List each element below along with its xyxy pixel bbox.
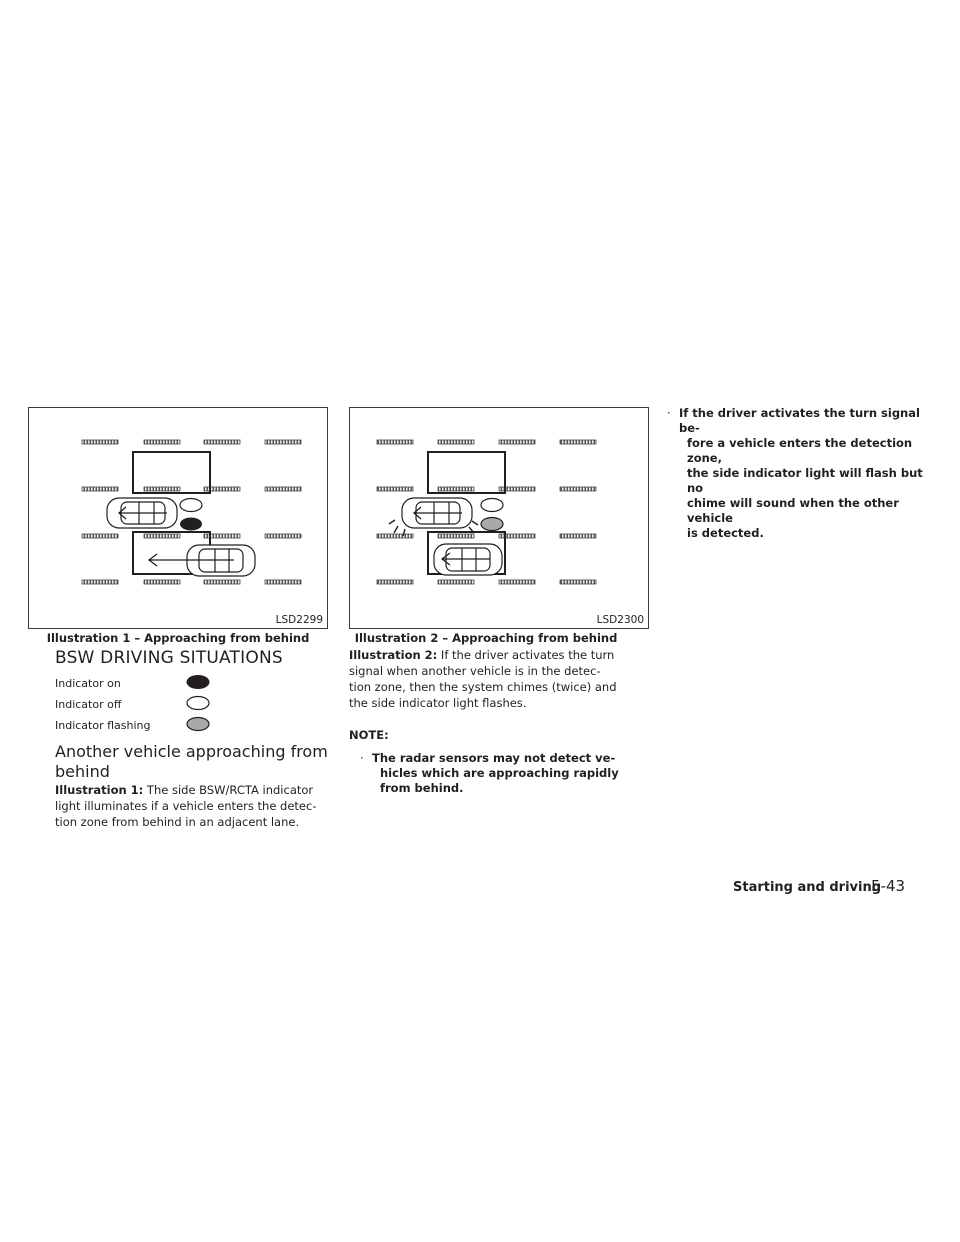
- indicator-label: Indicator on: [55, 677, 121, 690]
- indicator-on-icon: [185, 674, 211, 690]
- figure-caption: Illustration 1 – Approaching from behind: [46, 631, 310, 645]
- section-title: BSW DRIVING SITUATIONS: [55, 648, 283, 668]
- paragraph-line: tion zone, then the system chimes (twice) and: [349, 680, 617, 694]
- subheading: [55, 742, 328, 782]
- paragraph-line: tion zone from behind in an adjacent lane.: [55, 815, 300, 829]
- paragraph-line: The side BSW/RCTA indicator: [143, 783, 314, 797]
- indicator-label: Indicator flashing: [55, 719, 151, 732]
- illustration-2-drawing: [350, 408, 648, 628]
- illustration-1-drawing: [29, 408, 327, 628]
- illustration-2-paragraph: [349, 647, 624, 711]
- bullet-line: fore a vehicle enters the detection zone,: [687, 436, 913, 465]
- bullet-icon: ·: [667, 406, 671, 420]
- illustration-1: [28, 407, 328, 629]
- illustration-2: [349, 407, 649, 629]
- bullet-line: from behind.: [380, 781, 464, 795]
- subheading-line: behind: [55, 762, 110, 781]
- indicator-label: Indicator off: [55, 698, 122, 711]
- bullet-icon: ·: [360, 751, 364, 765]
- footer-chapter-label: Starting and driving: [733, 880, 882, 895]
- illustration-1-paragraph: [55, 782, 330, 830]
- bullet-line: chime will sound when the other vehicle: [687, 496, 899, 525]
- paragraph-line: light illuminates if a vehicle enters the detec-: [55, 799, 317, 813]
- indicator-off-icon: [185, 695, 211, 711]
- bullet-line: hicles which are approaching rapidly: [380, 766, 619, 780]
- subheading-line: Another vehicle approaching from: [55, 742, 328, 761]
- paragraph-line: signal when another vehicle is in the detec-: [349, 664, 601, 678]
- figure-caption: Illustration 2 – Approaching from behind: [354, 631, 618, 645]
- bullet-line: If the driver activates the turn signal be-: [679, 406, 920, 435]
- footer-page-number: 5-43: [871, 877, 906, 895]
- paragraph-line: If the driver activates the turn: [437, 648, 615, 662]
- indicator-flashing-icon: [185, 716, 211, 732]
- bullet-line: The radar sensors may not detect ve-: [372, 751, 616, 765]
- note-bullet: [667, 406, 929, 541]
- bullet-line: the side indicator light will flash but no: [687, 466, 923, 495]
- paragraph-label: Illustration 2:: [349, 648, 438, 662]
- figure-code: LSD2300: [596, 614, 644, 626]
- figure-code: LSD2299: [275, 614, 323, 626]
- paragraph-line: the side indicator light flashes.: [349, 696, 527, 710]
- paragraph-label: Illustration 1:: [55, 783, 144, 797]
- bullet-line: is detected.: [687, 526, 764, 540]
- note-bullet: [360, 751, 622, 796]
- note-label: NOTE:: [349, 728, 389, 742]
